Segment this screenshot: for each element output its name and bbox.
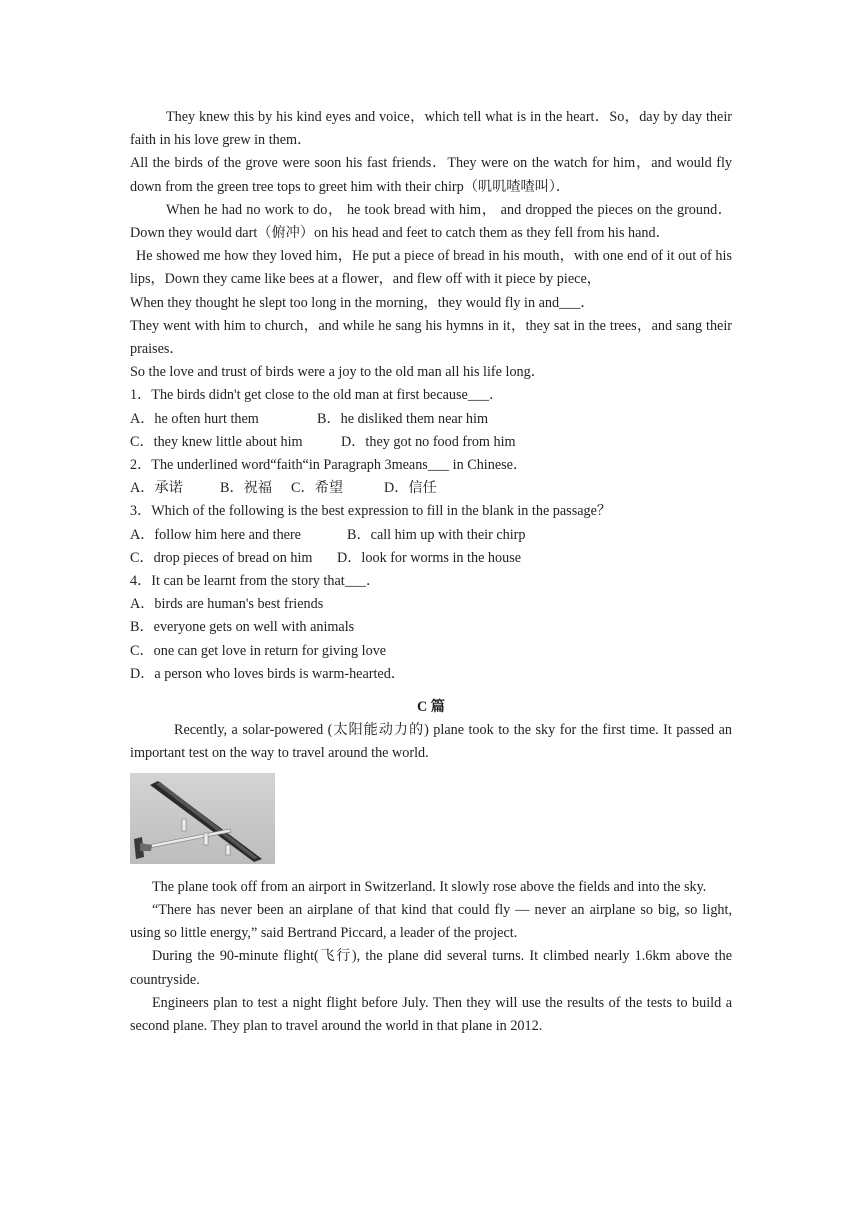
paragraph: They went with him to church，and while he sang his hymns in it，they sat in the trees，and sang their praises． <box>130 317 732 358</box>
paragraph: During the 90-minute flight(飞行), the plane did several turns. It climbed nearly 1.6km above the countryside. <box>130 948 732 988</box>
option-a: A．follow him here and there <box>130 526 301 543</box>
paragraph: When they thought he slept too long in the morning，they would fly in and___． <box>130 294 595 311</box>
document-page <box>130 106 732 1038</box>
paragraph: Recently, a solar-powered (太阳能动力的) plane took to the sky for the first time. It passed an important test on the way to travel around the world. <box>130 722 732 762</box>
paragraph: When he had no work to do， he took bread with him， and dropped the pieces on the ground．Down they would dart（俯冲）on his head and feet to catch them as they fell from his hand． <box>130 201 732 242</box>
option-b: B．he disliked them near him <box>317 410 489 427</box>
option-b: B．call him up with their chirp <box>347 526 526 543</box>
option-c: C．希望 <box>291 480 344 497</box>
paragraph: He showed me how they loved him，He put a piece of bread in his mouth，with one end of it out of his lips，Down they came like bees at a flower，and flew off with it piece by piece， <box>130 248 732 288</box>
option-c: C．drop pieces of bread on him <box>130 549 313 566</box>
question-2-options <box>130 477 732 500</box>
option-c: C．one can get love in return for giving love <box>130 642 387 659</box>
question-3-options <box>130 524 732 547</box>
option-d: D．they got no food from him <box>341 433 516 450</box>
question-1-stem: 1．The birds didn't get close to the old man at first because___． <box>130 387 504 404</box>
option-a: A．承诺 <box>130 480 183 497</box>
section-title: C 篇 <box>417 699 445 716</box>
solar-plane-photo <box>130 773 275 864</box>
option-a: A．birds are human's best friends <box>130 596 324 613</box>
option-d: D．a person who loves birds is warm-hearted． <box>130 665 406 682</box>
option-c: C．they knew little about him <box>130 433 303 450</box>
paragraph: “There has never been an airplane of that kind that could fly — never an airplane so big, so light, using so little energy,” said Bertrand Piccard, a leader of the project. <box>130 901 732 942</box>
question-2-stem: 2．The underlined word“faith“in Paragraph 3means___ in Chinese． <box>130 457 528 474</box>
question-1-options <box>130 408 732 431</box>
option-d: D．信任 <box>384 480 437 497</box>
question-1-options <box>130 431 732 454</box>
question-4-stem: 4．It can be learnt from the story that___． <box>130 573 381 590</box>
option-d: D．look for worms in the house <box>337 549 522 566</box>
paragraph: So the love and trust of birds were a joy to the old man all his life long． <box>130 364 545 381</box>
question-3-options <box>130 547 732 570</box>
option-a: A．he often hurt them <box>130 410 259 427</box>
option-b: B．祝福 <box>220 480 273 497</box>
paragraph: Engineers plan to test a night flight before July. Then they will use the results of the tests to build a second plane. They plan to travel around the world in that plane in 2012. <box>130 994 732 1034</box>
paragraph: They knew this by his kind eyes and voice，which tell what is in the heart．So，day by day their faith in his love grew in them． <box>130 109 732 149</box>
paragraph: The plane took off from an airport in Switzerland. It slowly rose above the fields and into the sky. <box>152 878 707 895</box>
question-3-stem: 3．Which of the following is the best expression to fill in the blank in the passage？ <box>130 503 612 520</box>
option-b: B．everyone gets on well with animals <box>130 619 355 636</box>
paragraph: All the birds of the grove were soon his fast friends．They were on the watch for him，and would fly down from the green tree tops to greet him with their chirp（叽叽喳喳叫）． <box>130 155 732 195</box>
